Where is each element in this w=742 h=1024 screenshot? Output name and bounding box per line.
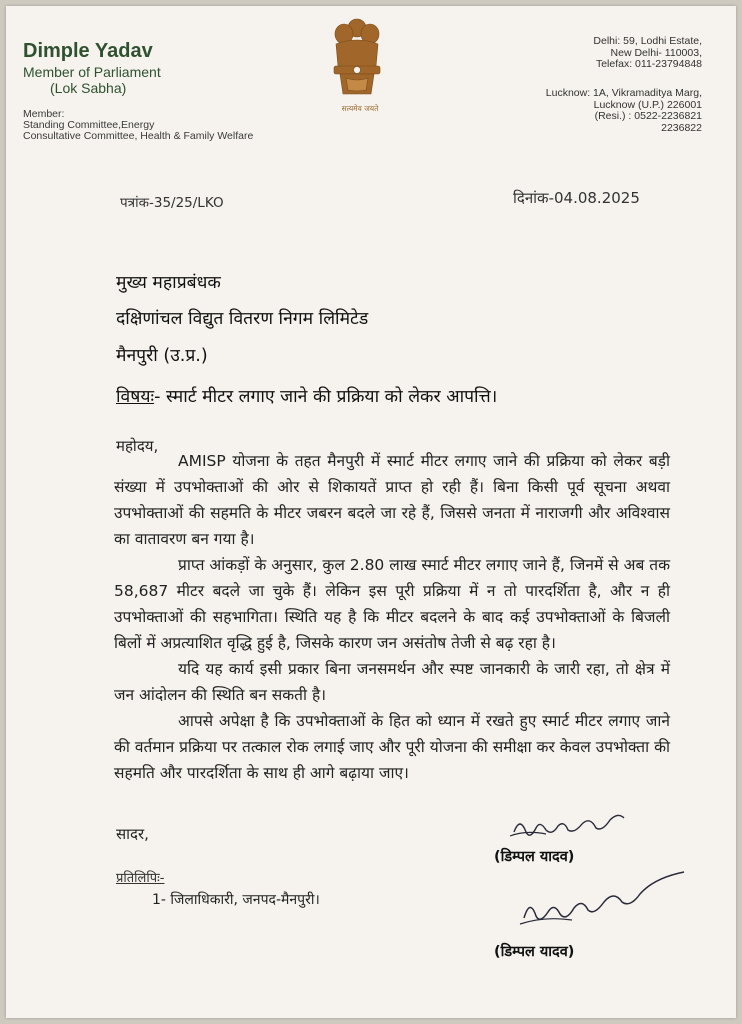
copy-to-label: प्रतिलिपिः- xyxy=(116,871,165,886)
letter-body xyxy=(114,448,670,786)
letter-page xyxy=(6,6,736,1018)
sender-committees xyxy=(23,109,253,142)
lucknow-address: Lucknow: 1A, Vikramaditya Marg, Lucknow (U.P.) 226001 (Resi.) : 0522-2236821 2236822 xyxy=(545,87,702,134)
letter-date: दिनांक-04.08.2025 xyxy=(513,189,640,207)
addressee-designation: मुख्य महाप्रबंधक xyxy=(116,273,221,293)
sender-name: Dimple Yadav xyxy=(23,40,153,62)
paragraph-3: यदि यह कार्य इसी प्रकार बिना जनसमर्थन और स्पष्ट जानकारी के जारी रहा, तो क्षेत्र में जन आंदोलन की स्थिति बन सकती है। xyxy=(114,660,670,704)
letter-subject xyxy=(116,384,497,408)
addressee-location: मैनपुरी (उ.प्र.) xyxy=(116,346,208,366)
greeting: महोदय, xyxy=(116,437,159,455)
addressee-organization: दक्षिणांचल विद्युत वितरण निगम लिमिटेड xyxy=(116,309,369,329)
closing: सादर, xyxy=(116,825,149,843)
sender-title: Member of Parliament xyxy=(23,64,161,80)
paragraph-1: AMISP योजना के तहत मैनपुरी में स्मार्ट मीटर लगाए जाने की प्रक्रिया को लेकर बड़ी संख्या में उपभोक्ताओं की ओर से शिकायतें प्राप्त हो रही हैं। बिना किसी पूर्व सूचना अथवा उपभोक्ताओं की सहमति के मीटर जबरन बदले जा रहे हैं, जिससे जनता में नाराजगी और अविश्वास का वातावरण बन गया है। xyxy=(114,452,670,548)
paragraph-2: प्राप्त आंकड़ों के अनुसार, कुल 2.80 लाख स्मार्ट मीटर लगाए जाने हैं, जिनमें से अब तक 58,687 मीटर बदले जा चुके हैं। लेकिन इस पूरी प्रक्रिया में न तो पारदर्शिता है, और न ही उपभोक्ताओं की सहभागिता। स्थिति यह है कि मीटर बदलने के बाद कई उपभोक्ताओं के बिजली बिलों में अप्रत्याशित वृद्धि हुई है, जिसके कारण जन असंतोष तेजी से बढ़ रहा है। xyxy=(114,556,670,652)
subject-label: विषयः xyxy=(116,387,155,407)
committee-health: Consultative Committee, Health & Family Welfare xyxy=(23,130,254,142)
ashoka-emblem-icon xyxy=(324,14,390,114)
copy-to-item: 1- जिलाधिकारी, जनपद-मैनपुरी। xyxy=(152,892,320,908)
member-label: Member: xyxy=(23,108,65,120)
letter-reference: पत्रांक-35/25/LKO xyxy=(120,195,224,211)
subject-text: - स्मार्ट मीटर लगाए जाने की प्रक्रिया को लेकर आपत्ति। xyxy=(154,387,498,407)
signatory-name-2: (डिम्पल यादव) xyxy=(494,944,575,960)
emblem-motto: सत्यमेव जयते xyxy=(341,104,379,113)
committee-energy: Standing Committee,Energy xyxy=(23,119,155,131)
signature-1 xyxy=(506,806,656,846)
signature-2 xyxy=(514,868,694,932)
signatory-name-1: (डिम्पल यादव) xyxy=(494,849,575,865)
delhi-address: Delhi: 59, Lodhi Estate, New Delhi- 110003, Telefax: 011-23794848 xyxy=(593,35,702,70)
sender-house: (Lok Sabha) xyxy=(50,80,127,96)
paragraph-4: आपसे अपेक्षा है कि उपभोक्ताओं के हित को ध्यान में रखते हुए स्मार्ट मीटर लगाए जाने की वर्तमान प्रक्रिया पर तत्काल रोक लगाई जाए और पूरी योजना की समीक्षा कर केवल उपभोक्ता की सहमति और पारदर्शिता के साथ ही आगे बढ़ाया जाए। xyxy=(114,712,670,782)
